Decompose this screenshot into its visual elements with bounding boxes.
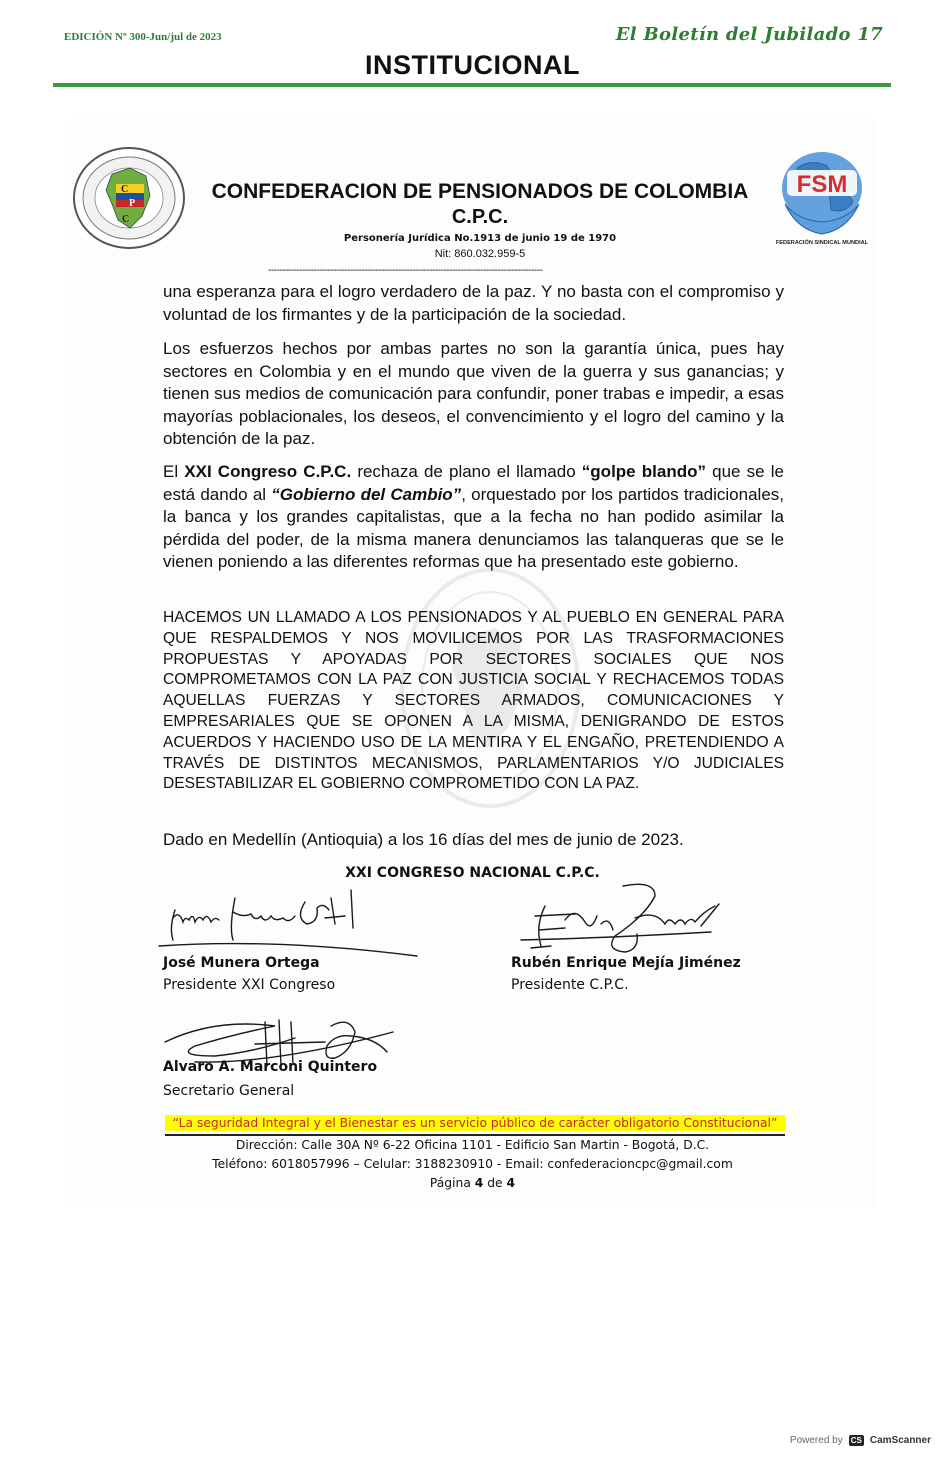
signatory-1-name: José Munera Ortega	[163, 955, 320, 971]
contact-line-link[interactable]: Teléfono: 6018057996 – Celular: 3188230910 - Email: confederacioncpc@gmail.com	[212, 1157, 733, 1171]
legal-registration: Personería Jurídica No.1913 de junio 19 de 1970	[343, 233, 617, 244]
paragraph-golpe-blando: El XXI Congreso C.P.C. rechaza de plano el llamado “golpe blando” que se le está dando al “Gobierno del Cambio”, orquestado por los partidos tradicionales, la banca y los grandes capitalistas, que a la fecha no han podido asimilar la pérdida del poder, de la misma manera denunciamos las talanqueras que se le vienen poniendo a las diferentes reformas que ha presentado este gobierno.	[163, 462, 785, 571]
powered-by-label: Powered by	[789, 1435, 843, 1446]
signing-body: XXI CONGRESO NACIONAL C.P.C.	[345, 865, 600, 881]
svg-text:C: C	[121, 184, 129, 195]
footer-divider	[165, 1134, 785, 1136]
header-divider	[53, 83, 891, 87]
section-title: INSTITUCIONAL	[365, 50, 580, 80]
signatory-3-name: Alvaro A. Marconi Quintero	[163, 1059, 378, 1075]
edition-label: EDICIÓN Nº 300-Jun/jul de 2023	[64, 31, 222, 43]
footer-contact	[0, 1157, 945, 1171]
motto-banner: “La seguridad Integral y el Bienestar es un servicio público de carácter obligatorio Constitucional”	[165, 1115, 785, 1131]
paragraph-peace-hope: una esperanza para el logro verdadero de la paz. Y no basta con el compromiso y voluntad de los firmantes y de la participación de la sociedad.	[163, 282, 784, 324]
camscanner-watermark	[790, 1435, 931, 1446]
fsm-logo	[767, 148, 877, 248]
fsm-acronym: FSM	[796, 171, 848, 198]
fsm-name: FEDERACIÓN SINDICAL MUNDIAL	[775, 240, 869, 246]
organization-acronym: C.P.C.	[451, 206, 509, 228]
publication-title: El Boletín del Jubilado 17	[615, 24, 883, 45]
camscanner-name: CamScanner	[869, 1435, 931, 1446]
tax-id: Nit: 860.032.959-5	[434, 248, 526, 260]
svg-text:C: C	[122, 214, 130, 225]
svg-text:P: P	[129, 198, 136, 209]
footer-address: Dirección: Calle 30A Nº 6-22 Oficina 1101 - Edificio San Martin - Bogotá, D.C.	[235, 1138, 710, 1152]
cpc-seal-logo	[72, 146, 186, 250]
signatory-1-role: Presidente XXI Congreso	[163, 977, 336, 993]
paragraph-date-place: Dado en Medellín (Antioquia) a los 16 días del mes de junio de 2023.	[163, 830, 684, 849]
organization-name: CONFEDERACION DE PENSIONADOS DE COLOMBIA	[211, 180, 749, 203]
camscanner-icon: CS	[850, 1436, 862, 1445]
signatory-2-name: Rubén Enrique Mejía Jiménez	[511, 955, 741, 971]
paragraph-call-to-action: HACEMOS UN LLAMADO A LOS PENSIONADOS Y AL PUEBLO EN GENERAL PARA QUE RESPALDEMOS Y NOS MOVILICEMOS POR LAS TRASFORMACIONES PROPUESTAS Y APOYADAS POR SECTORES SOCIALES QUE NOS COMPROMETAMOS CON LA PAZ CON JUSTICIA SOCIAL Y RECHACEMOS TODAS AQUELLAS FUERZAS Y SECTORES ARMADOS, COMUNICACIONES Y EMPRESARIALES QUE SE OPONEN A LA MISMA, DENIGRANDO DE ESTOS ACUERDOS Y HACIENDO USO DE LA MENTIRA Y EL ENGAÑO, PRETENDIENDO A TRAVÉS DE DISTINTOS MECANISMOS, PARLAMENTARIOS Y/O JUDICIALES DESESTABILIZAR EL GOBIERNO COMPROMETIDO CON LA PAZ.	[163, 609, 784, 793]
signatory-3-role: Secretario General	[163, 1083, 295, 1099]
paragraph-efforts: Los esfuerzos hechos por ambas partes no son la garantía única, pues hay sectores en Colombia y en el mundo que viven de la guerra y sus ganancias; y tienen sus medios de comunicación para confundir, poner trabas e impedir, a esas mayorías poblacionales, los deseos, el convencimiento y el logro del camino y la obtención de la paz.	[163, 339, 784, 448]
page-number: Página 4 de 4	[429, 1176, 516, 1190]
dashed-separator: -------------------------------------------------------------------------------------------------	[268, 265, 543, 276]
signatory-2-role: Presidente C.P.C.	[511, 977, 629, 993]
